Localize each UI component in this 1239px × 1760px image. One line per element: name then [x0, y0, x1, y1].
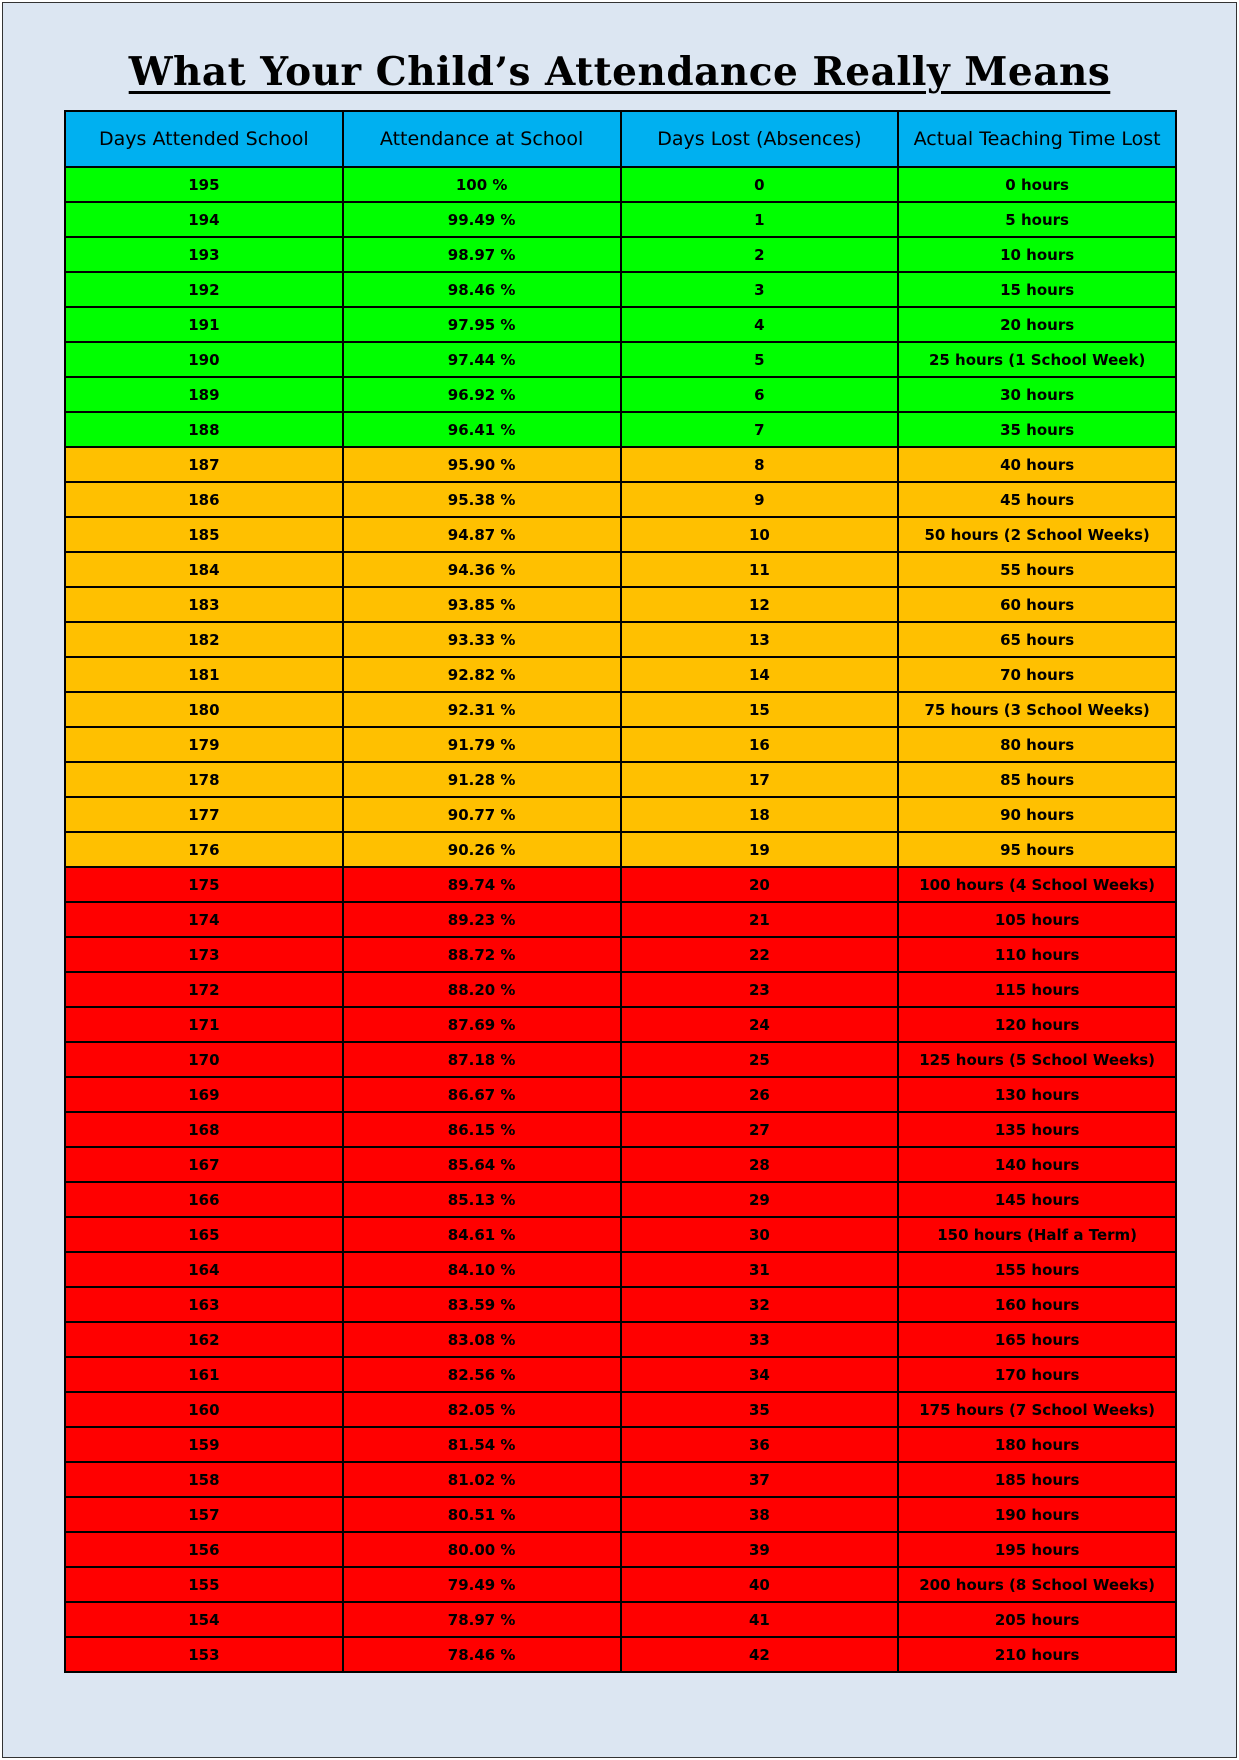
table-row [65, 202, 1176, 237]
cell-attendance: 83.08 % [343, 1322, 621, 1357]
cell-attendance: 97.44 % [343, 342, 621, 377]
cell-days-lost: 26 [621, 1077, 899, 1112]
cell-attendance: 81.54 % [343, 1427, 621, 1462]
cell-attendance: 79.49 % [343, 1567, 621, 1602]
cell-days-lost: 4 [621, 307, 899, 342]
cell-days-lost: 5 [621, 342, 899, 377]
cell-time-lost: 95 hours [898, 832, 1176, 867]
cell-days-attended: 193 [65, 237, 343, 272]
cell-days-lost: 11 [621, 552, 899, 587]
table-row [65, 272, 1176, 307]
cell-days-lost: 32 [621, 1287, 899, 1322]
table-row [65, 867, 1176, 902]
cell-attendance: 78.97 % [343, 1602, 621, 1637]
cell-time-lost: 200 hours (8 School Weeks) [898, 1567, 1176, 1602]
cell-days-lost: 14 [621, 657, 899, 692]
cell-days-attended: 190 [65, 342, 343, 377]
cell-days-lost: 33 [621, 1322, 899, 1357]
cell-attendance: 90.77 % [343, 797, 621, 832]
cell-time-lost: 80 hours [898, 727, 1176, 762]
cell-days-attended: 192 [65, 272, 343, 307]
cell-days-lost: 25 [621, 1042, 899, 1077]
cell-attendance: 89.23 % [343, 902, 621, 937]
cell-attendance: 94.87 % [343, 517, 621, 552]
table-row [65, 1322, 1176, 1357]
cell-days-lost: 18 [621, 797, 899, 832]
cell-days-lost: 3 [621, 272, 899, 307]
cell-time-lost: 100 hours (4 School Weeks) [898, 867, 1176, 902]
cell-time-lost: 55 hours [898, 552, 1176, 587]
cell-days-lost: 22 [621, 937, 899, 972]
cell-days-attended: 187 [65, 447, 343, 482]
cell-attendance: 99.49 % [343, 202, 621, 237]
cell-attendance: 92.82 % [343, 657, 621, 692]
table-row [65, 762, 1176, 797]
cell-time-lost: 130 hours [898, 1077, 1176, 1112]
cell-days-attended: 183 [65, 587, 343, 622]
cell-time-lost: 105 hours [898, 902, 1176, 937]
cell-attendance: 91.79 % [343, 727, 621, 762]
cell-days-attended: 162 [65, 1322, 343, 1357]
cell-days-lost: 40 [621, 1567, 899, 1602]
cell-days-lost: 42 [621, 1637, 899, 1672]
table-row [65, 377, 1176, 412]
cell-days-attended: 175 [65, 867, 343, 902]
cell-days-lost: 15 [621, 692, 899, 727]
cell-days-attended: 188 [65, 412, 343, 447]
cell-days-lost: 16 [621, 727, 899, 762]
table-row [65, 1077, 1176, 1112]
cell-days-lost: 37 [621, 1462, 899, 1497]
header-days-attended: Days Attended School [65, 111, 343, 167]
cell-days-attended: 161 [65, 1357, 343, 1392]
header-attendance: Attendance at School [343, 111, 621, 167]
table-row [65, 797, 1176, 832]
cell-days-lost: 10 [621, 517, 899, 552]
cell-days-lost: 8 [621, 447, 899, 482]
cell-days-attended: 153 [65, 1637, 343, 1672]
cell-days-lost: 36 [621, 1427, 899, 1462]
cell-days-lost: 30 [621, 1217, 899, 1252]
cell-days-attended: 184 [65, 552, 343, 587]
cell-attendance: 80.00 % [343, 1532, 621, 1567]
cell-attendance: 87.69 % [343, 1007, 621, 1042]
table-row [65, 832, 1176, 867]
cell-time-lost: 60 hours [898, 587, 1176, 622]
cell-days-lost: 6 [621, 377, 899, 412]
cell-time-lost: 180 hours [898, 1427, 1176, 1462]
cell-days-attended: 180 [65, 692, 343, 727]
cell-time-lost: 20 hours [898, 307, 1176, 342]
cell-days-attended: 179 [65, 727, 343, 762]
cell-time-lost: 15 hours [898, 272, 1176, 307]
cell-time-lost: 40 hours [898, 447, 1176, 482]
cell-days-lost: 1 [621, 202, 899, 237]
cell-days-lost: 9 [621, 482, 899, 517]
table-row [65, 307, 1176, 342]
cell-days-attended: 155 [65, 1567, 343, 1602]
cell-time-lost: 175 hours (7 School Weeks) [898, 1392, 1176, 1427]
cell-attendance: 86.67 % [343, 1077, 621, 1112]
cell-attendance: 84.10 % [343, 1252, 621, 1287]
cell-days-attended: 159 [65, 1427, 343, 1462]
cell-time-lost: 165 hours [898, 1322, 1176, 1357]
cell-days-attended: 176 [65, 832, 343, 867]
cell-attendance: 92.31 % [343, 692, 621, 727]
page-title: What Your Child’s Attendance Really Means [128, 49, 1111, 95]
cell-time-lost: 10 hours [898, 237, 1176, 272]
cell-attendance: 83.59 % [343, 1287, 621, 1322]
cell-time-lost: 125 hours (5 School Weeks) [898, 1042, 1176, 1077]
cell-days-lost: 24 [621, 1007, 899, 1042]
header-time-lost: Actual Teaching Time Lost [898, 111, 1176, 167]
table-row [65, 1462, 1176, 1497]
cell-time-lost: 135 hours [898, 1112, 1176, 1147]
header-days-lost: Days Lost (Absences) [621, 111, 899, 167]
cell-time-lost: 145 hours [898, 1182, 1176, 1217]
cell-days-attended: 168 [65, 1112, 343, 1147]
cell-time-lost: 70 hours [898, 657, 1176, 692]
table-row [65, 1567, 1176, 1602]
table-row [65, 237, 1176, 272]
cell-attendance: 93.33 % [343, 622, 621, 657]
cell-attendance: 85.13 % [343, 1182, 621, 1217]
cell-time-lost: 190 hours [898, 1497, 1176, 1532]
cell-time-lost: 0 hours [898, 167, 1176, 202]
cell-days-lost: 38 [621, 1497, 899, 1532]
table-row [65, 1392, 1176, 1427]
cell-time-lost: 50 hours (2 School Weeks) [898, 517, 1176, 552]
cell-days-attended: 189 [65, 377, 343, 412]
cell-time-lost: 150 hours (Half a Term) [898, 1217, 1176, 1252]
cell-days-lost: 21 [621, 902, 899, 937]
cell-days-attended: 182 [65, 622, 343, 657]
table-row [65, 1217, 1176, 1252]
cell-days-lost: 7 [621, 412, 899, 447]
cell-attendance: 96.41 % [343, 412, 621, 447]
cell-attendance: 100 % [343, 167, 621, 202]
cell-days-attended: 154 [65, 1602, 343, 1637]
cell-days-attended: 166 [65, 1182, 343, 1217]
cell-days-lost: 27 [621, 1112, 899, 1147]
cell-days-lost: 20 [621, 867, 899, 902]
cell-time-lost: 30 hours [898, 377, 1176, 412]
table-row [65, 412, 1176, 447]
cell-days-lost: 12 [621, 587, 899, 622]
table-row [65, 1497, 1176, 1532]
cell-days-lost: 19 [621, 832, 899, 867]
table-row [65, 657, 1176, 692]
cell-time-lost: 45 hours [898, 482, 1176, 517]
table-row [65, 1007, 1176, 1042]
table-body [65, 167, 1176, 1672]
table-row [65, 1637, 1176, 1672]
cell-days-lost: 23 [621, 972, 899, 1007]
table-row [65, 1357, 1176, 1392]
cell-days-lost: 29 [621, 1182, 899, 1217]
cell-time-lost: 185 hours [898, 1462, 1176, 1497]
cell-days-lost: 28 [621, 1147, 899, 1182]
table-row [65, 1112, 1176, 1147]
cell-days-attended: 185 [65, 517, 343, 552]
table-row [65, 517, 1176, 552]
cell-attendance: 81.02 % [343, 1462, 621, 1497]
cell-days-attended: 186 [65, 482, 343, 517]
cell-attendance: 88.20 % [343, 972, 621, 1007]
cell-days-lost: 34 [621, 1357, 899, 1392]
cell-days-attended: 163 [65, 1287, 343, 1322]
cell-days-attended: 167 [65, 1147, 343, 1182]
table-row [65, 1532, 1176, 1567]
cell-time-lost: 140 hours [898, 1147, 1176, 1182]
cell-time-lost: 90 hours [898, 797, 1176, 832]
page [2, 2, 1237, 1758]
cell-time-lost: 195 hours [898, 1532, 1176, 1567]
cell-days-lost: 41 [621, 1602, 899, 1637]
table-row [65, 1252, 1176, 1287]
cell-time-lost: 155 hours [898, 1252, 1176, 1287]
cell-days-attended: 171 [65, 1007, 343, 1042]
cell-days-attended: 172 [65, 972, 343, 1007]
cell-attendance: 85.64 % [343, 1147, 621, 1182]
cell-days-attended: 181 [65, 657, 343, 692]
table-row [65, 622, 1176, 657]
cell-days-attended: 169 [65, 1077, 343, 1112]
cell-attendance: 84.61 % [343, 1217, 621, 1252]
cell-days-lost: 39 [621, 1532, 899, 1567]
cell-attendance: 98.97 % [343, 237, 621, 272]
cell-attendance: 82.56 % [343, 1357, 621, 1392]
table-row [65, 1602, 1176, 1637]
cell-days-lost: 35 [621, 1392, 899, 1427]
cell-days-attended: 158 [65, 1462, 343, 1497]
cell-attendance: 78.46 % [343, 1637, 621, 1672]
cell-days-lost: 31 [621, 1252, 899, 1287]
cell-time-lost: 210 hours [898, 1637, 1176, 1672]
cell-time-lost: 110 hours [898, 937, 1176, 972]
cell-attendance: 88.72 % [343, 937, 621, 972]
table-row [65, 1042, 1176, 1077]
table-row [65, 1287, 1176, 1322]
cell-time-lost: 115 hours [898, 972, 1176, 1007]
table-row [65, 587, 1176, 622]
table-row [65, 167, 1176, 202]
table-row [65, 692, 1176, 727]
cell-attendance: 80.51 % [343, 1497, 621, 1532]
cell-attendance: 82.05 % [343, 1392, 621, 1427]
cell-time-lost: 85 hours [898, 762, 1176, 797]
cell-time-lost: 160 hours [898, 1287, 1176, 1322]
table-row [65, 727, 1176, 762]
cell-time-lost: 170 hours [898, 1357, 1176, 1392]
cell-days-attended: 174 [65, 902, 343, 937]
cell-days-attended: 194 [65, 202, 343, 237]
table-row [65, 342, 1176, 377]
table-row [65, 902, 1176, 937]
cell-days-attended: 191 [65, 307, 343, 342]
table-row [65, 1147, 1176, 1182]
table-row [65, 482, 1176, 517]
cell-time-lost: 25 hours (1 School Week) [898, 342, 1176, 377]
cell-days-lost: 2 [621, 237, 899, 272]
cell-days-attended: 173 [65, 937, 343, 972]
cell-attendance: 98.46 % [343, 272, 621, 307]
cell-attendance: 96.92 % [343, 377, 621, 412]
cell-attendance: 86.15 % [343, 1112, 621, 1147]
cell-attendance: 94.36 % [343, 552, 621, 587]
table-header-row [65, 111, 1176, 167]
table-row [65, 447, 1176, 482]
table-row [65, 1182, 1176, 1217]
cell-attendance: 97.95 % [343, 307, 621, 342]
cell-attendance: 95.38 % [343, 482, 621, 517]
cell-days-attended: 157 [65, 1497, 343, 1532]
cell-days-lost: 13 [621, 622, 899, 657]
cell-time-lost: 35 hours [898, 412, 1176, 447]
attendance-table [64, 110, 1177, 1673]
table-row [65, 972, 1176, 1007]
cell-attendance: 91.28 % [343, 762, 621, 797]
cell-days-attended: 178 [65, 762, 343, 797]
cell-days-attended: 164 [65, 1252, 343, 1287]
cell-days-attended: 156 [65, 1532, 343, 1567]
cell-attendance: 87.18 % [343, 1042, 621, 1077]
table-row [65, 937, 1176, 972]
cell-days-attended: 177 [65, 797, 343, 832]
cell-time-lost: 65 hours [898, 622, 1176, 657]
cell-time-lost: 75 hours (3 School Weeks) [898, 692, 1176, 727]
cell-days-lost: 0 [621, 167, 899, 202]
cell-attendance: 89.74 % [343, 867, 621, 902]
cell-days-lost: 17 [621, 762, 899, 797]
table-row [65, 1427, 1176, 1462]
cell-days-attended: 160 [65, 1392, 343, 1427]
cell-attendance: 90.26 % [343, 832, 621, 867]
cell-days-attended: 170 [65, 1042, 343, 1077]
table-row [65, 552, 1176, 587]
cell-time-lost: 205 hours [898, 1602, 1176, 1637]
cell-time-lost: 5 hours [898, 202, 1176, 237]
cell-attendance: 95.90 % [343, 447, 621, 482]
cell-days-attended: 195 [65, 167, 343, 202]
cell-time-lost: 120 hours [898, 1007, 1176, 1042]
cell-attendance: 93.85 % [343, 587, 621, 622]
cell-days-attended: 165 [65, 1217, 343, 1252]
